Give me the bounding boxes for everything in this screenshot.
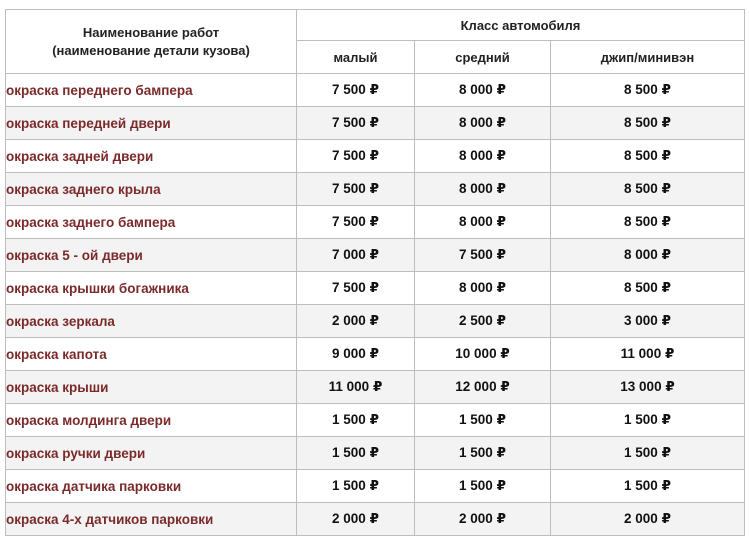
table-header: [6, 10, 745, 74]
price-small-cell: 7 000 ₽: [297, 239, 415, 272]
work-name-cell: окраска задней двери: [6, 140, 297, 173]
price-medium-cell: 7 500 ₽: [415, 239, 551, 272]
work-name-cell: окраска датчика парковки: [6, 470, 297, 503]
price-medium-cell: 8 000 ₽: [415, 173, 551, 206]
price-small-cell: 7 500 ₽: [297, 74, 415, 107]
price-medium-cell: 8 000 ₽: [415, 140, 551, 173]
price-medium-cell: 10 000 ₽: [415, 338, 551, 371]
price-table: [5, 9, 745, 536]
table-row: [6, 437, 745, 470]
work-name-cell: окраска ручки двери: [6, 437, 297, 470]
class-suv-header: джип/минивэн: [551, 41, 745, 74]
price-suv-cell: 8 500 ₽: [551, 206, 745, 239]
table-row: [6, 107, 745, 140]
price-small-cell: 2 000 ₽: [297, 305, 415, 338]
price-medium-cell: 12 000 ₽: [415, 371, 551, 404]
price-suv-cell: 1 500 ₽: [551, 470, 745, 503]
work-name-cell: окраска зеркала: [6, 305, 297, 338]
price-small-cell: 2 000 ₽: [297, 503, 415, 536]
table-body: [6, 74, 745, 536]
price-medium-cell: 2 000 ₽: [415, 503, 551, 536]
price-small-cell: 7 500 ₽: [297, 140, 415, 173]
price-suv-cell: 8 000 ₽: [551, 239, 745, 272]
price-suv-cell: 8 500 ₽: [551, 272, 745, 305]
price-suv-cell: 2 000 ₽: [551, 503, 745, 536]
table-row: [6, 140, 745, 173]
price-small-cell: 1 500 ₽: [297, 470, 415, 503]
table-row: [6, 305, 745, 338]
class-small-header: малый: [297, 41, 415, 74]
price-medium-cell: 8 000 ₽: [415, 74, 551, 107]
work-name-cell: окраска 4-х датчиков парковки: [6, 503, 297, 536]
table-row: [6, 173, 745, 206]
price-medium-cell: 8 000 ₽: [415, 107, 551, 140]
price-medium-cell: 8 000 ₽: [415, 206, 551, 239]
price-suv-cell: 8 500 ₽: [551, 107, 745, 140]
work-name-cell: окраска молдинга двери: [6, 404, 297, 437]
price-suv-cell: 1 500 ₽: [551, 404, 745, 437]
price-small-cell: 7 500 ₽: [297, 206, 415, 239]
table-row: [6, 74, 745, 107]
price-small-cell: 7 500 ₽: [297, 173, 415, 206]
price-medium-cell: 1 500 ₽: [415, 404, 551, 437]
price-suv-cell: 13 000 ₽: [551, 371, 745, 404]
work-name-cell: окраска заднего крыла: [6, 173, 297, 206]
table-row: [6, 404, 745, 437]
price-medium-cell: 1 500 ₽: [415, 470, 551, 503]
work-name-header-line1: Наименование работ: [82, 24, 220, 40]
work-name-cell: окраска 5 - ой двери: [6, 239, 297, 272]
price-small-cell: 9 000 ₽: [297, 338, 415, 371]
price-small-cell: 1 500 ₽: [297, 437, 415, 470]
price-suv-cell: 8 500 ₽: [551, 74, 745, 107]
price-medium-cell: 1 500 ₽: [415, 437, 551, 470]
table-row: [6, 503, 745, 536]
work-name-header: [6, 10, 297, 74]
table-row: [6, 371, 745, 404]
table-row: [6, 338, 745, 371]
car-class-header: Класс автомобиля: [297, 10, 745, 41]
table-row: [6, 470, 745, 503]
price-medium-cell: 8 000 ₽: [415, 272, 551, 305]
work-name-cell: окраска крыши: [6, 371, 297, 404]
work-name-header-line2: (наименование детали кузова): [52, 42, 250, 58]
price-suv-cell: 11 000 ₽: [551, 338, 745, 371]
work-name-cell: окраска капота: [6, 338, 297, 371]
work-name-cell: окраска крышки богажника: [6, 272, 297, 305]
price-small-cell: 11 000 ₽: [297, 371, 415, 404]
table-row: [6, 206, 745, 239]
table-row: [6, 239, 745, 272]
price-suv-cell: 3 000 ₽: [551, 305, 745, 338]
table-row: [6, 272, 745, 305]
price-suv-cell: 8 500 ₽: [551, 140, 745, 173]
price-suv-cell: 1 500 ₽: [551, 437, 745, 470]
class-medium-header: средний: [415, 41, 551, 74]
price-medium-cell: 2 500 ₽: [415, 305, 551, 338]
price-small-cell: 7 500 ₽: [297, 272, 415, 305]
work-name-cell: окраска заднего бампера: [6, 206, 297, 239]
price-small-cell: 7 500 ₽: [297, 107, 415, 140]
work-name-cell: окраска переднего бампера: [6, 74, 297, 107]
price-suv-cell: 8 500 ₽: [551, 173, 745, 206]
price-small-cell: 1 500 ₽: [297, 404, 415, 437]
work-name-cell: окраска передней двери: [6, 107, 297, 140]
